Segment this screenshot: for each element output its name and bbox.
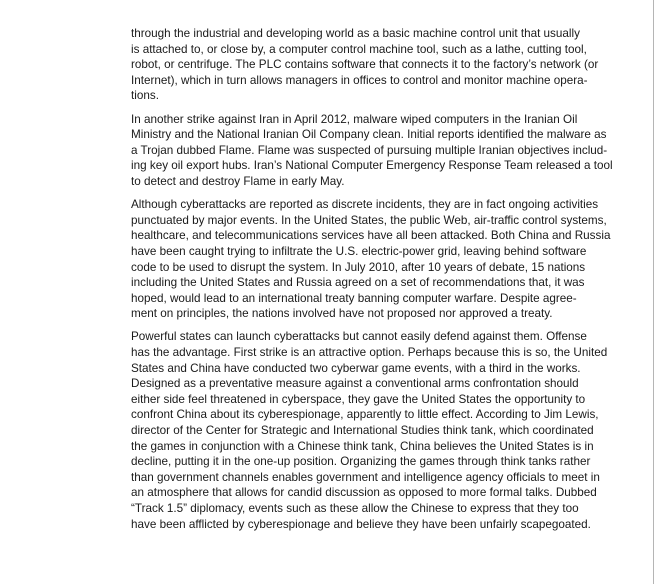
- body-text: [131, 26, 621, 540]
- text-line: director of the Center for Strategic and International Studies think tank, which coordinated: [131, 424, 594, 438]
- text-line: hoped, would lead to an international treaty banning computer warfare. Despite agree-: [131, 291, 577, 305]
- text-line: have been afflicted by cyberespionage and believe they have been unfairly scapegoated.: [131, 517, 591, 531]
- text-line: has the advantage. First strike is an attractive option. Perhaps because this is so, the United: [131, 346, 608, 360]
- text-line: confront China about its cyberespionage, apparently to little effect. According to Jim Lewis,: [131, 408, 599, 422]
- text-line: is attached to, or close by, a computer control machine tool, such as a lathe, cutting tool,: [131, 42, 587, 56]
- text-line: either side feel threatened in cyberspace, they gave the United States the opportunity to: [131, 392, 586, 406]
- text-line: Although cyberattacks are reported as discrete incidents, they are in fact ongoing activities: [131, 198, 599, 212]
- text-line: the games in conjunction with a Chinese think tank, China believes the United States is in: [131, 439, 594, 453]
- paragraph-plc: [131, 26, 621, 104]
- text-line: Internet), which in turn allows managers in offices to control and monitor machine opera-: [131, 73, 588, 87]
- text-line: Powerful states can launch cyberattacks but cannot easily defend against them. Offense: [131, 330, 587, 344]
- text-line: robot, or centrifuge. The PLC contains software that connects it to the factory’s network (or: [131, 58, 599, 72]
- text-line: Ministry and the National Iranian Oil Company clean. Initial reports identified the malware as: [131, 128, 607, 142]
- text-line: have been caught trying to infiltrate the U.S. electric-power grid, leaving behind software: [131, 244, 587, 258]
- text-line: decline, putting it in the one-up position. Organizing the games through think tanks rather: [131, 455, 591, 469]
- text-line: a Trojan dubbed Flame. Flame was suspected of pursuing multiple Iranian objectives includ-: [131, 143, 608, 157]
- text-line: States and China have conducted two cyberwar game events, with a third in the works.: [131, 361, 581, 375]
- text-line: ing key oil export hubs. Iran’s National Computer Emergency Response Team released a tool: [131, 159, 613, 173]
- text-line: through the industrial and developing world as a basic machine control unit that usually: [131, 27, 580, 40]
- text-line: tions.: [131, 89, 159, 103]
- text-line: than government channels enables government and intelligence agency officials to meet in: [131, 470, 600, 484]
- text-line: code to be used to disrupt the system. In July 2010, after 10 years of debate, 15 nations: [131, 260, 586, 274]
- text-line: ment on principles, the nations involved have not proposed nor approved a treaty.: [131, 307, 553, 321]
- paragraph-powerful-states: [131, 329, 621, 532]
- text-line: an atmosphere that allows for candid discussion as opposed to more formal talks. Dubbed: [131, 486, 597, 500]
- paragraph-cyberattacks: [131, 197, 621, 322]
- text-line: to detect and destroy Flame in early May.: [131, 174, 345, 188]
- text-line: punctuated by major events. In the United States, the public Web, air-traffic control systems,: [131, 213, 607, 227]
- text-line: “Track 1.5” diplomacy, events such as these allow the Chinese to express that they too: [131, 502, 579, 515]
- text-line: including the United States and Russia agreed on a set of recommendations that, it was: [131, 276, 585, 290]
- text-line: In another strike against Iran in April 2012, malware wiped computers in the Iranian Oil: [131, 112, 578, 126]
- text-line: healthcare, and telecommunications services have all been attacked. Both China and Russia: [131, 229, 611, 243]
- text-line: Designed as a preventative measure against a conventional arms confrontation should: [131, 377, 579, 391]
- paragraph-flame: [131, 112, 621, 190]
